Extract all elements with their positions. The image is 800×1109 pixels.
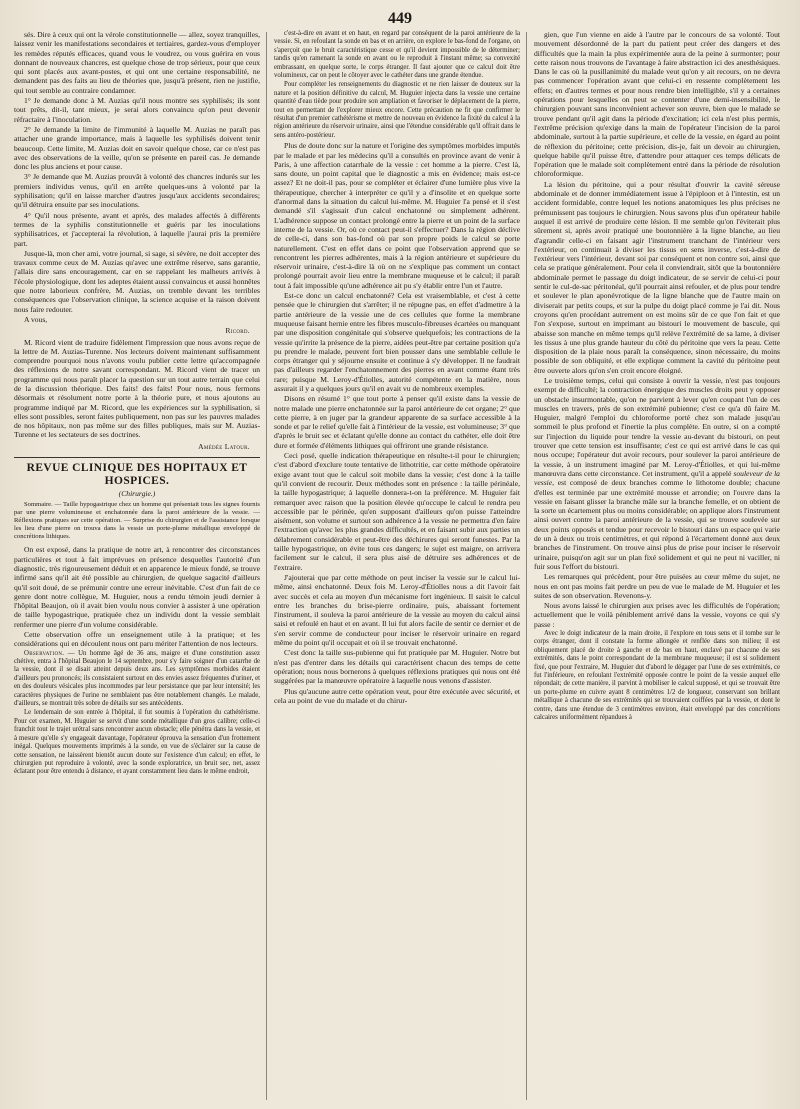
salutation: A vous, bbox=[24, 314, 48, 324]
paragraph: Plus qu'aucune autre cette opération veut, pour être exécutée avec sécurité, et cela au point de vue du malade et du chirur- bbox=[274, 686, 520, 705]
paragraph: M. Ricord vient de traduire fidèlement l'impression que nous avons reçue de la lettre de M. Auzias-Turenne. Nos lecteurs doivent maintenant suffisamment comprendre pourquoi nous n'avons voulu publier cette lettre qu'accompagnée des réflexions de notre savant correspondant. M. Ricord vient de tracer un programme qui nous paraît placer la question sur un tout autre terrain que celui de la discussion théorique. Des faits! des faits! Pour nous, nous fermons désormais et résolument notre porte à la théorie pure, et nous ajoutons au programme indiqué par M. Ricord, que les expériences sur la syphilisation, si elles sont possibles, seront faites publiquement, non pas sur les pauvres malades de nos hôpitaux, non pas même sur des filles publiques, mais sur M. Auzias-Turenne et les sectateurs de ses doctrines. bbox=[14, 337, 260, 440]
paragraph: Nous avons laissé le chirurgien aux prises avec les difficultés de l'opération; actuellement que le voilà péniblement arrivé dans la vessie, voyons ce qui s'y passe : bbox=[534, 601, 780, 629]
paragraph: 2° Je demande la limite de l'immunité à laquelle M. Auzias ne paraît pas attacher une grande importance, mais à laquelle les syphilisés doivent tenir beaucoup. Cette limite, M. Auzias doit en savoir quelque chose, car ce n'est pas avec des observations de la veille, qu'on se présente en pareil cas. Je demande donc les plus anciens et pour cause. bbox=[14, 124, 260, 172]
paragraph: gien, que l'un vienne en aide à l'autre par le concours de sa volonté. Tout mouvement désordonné de la part du patient peut créer des dangers et des difficultés que la main la plus expérimentée aura de la peine à surmonter; pour cette raison nous trouvons de l'avantage à faire abstraction ici des anesthésiques. Dans le cas où la pusillanimité du malade veut qu'on y ait recours, on ne devra pas commencer l'opération avant que celui-ci en ressente complètement les effets; en d'autres termes et pour nous rendre bien intelligible, s'il y a certaines opérations pour lesquelles on peut se contenter d'une demi-insensibilité, le chirurgien pouvant sans inconvénient achever son œuvre, bien que le malade se trouve pendant qu'il agit dans la période d'excitation; ici cela n'est plus permis, l'extrême précision qu'exige dans la main de l'opérateur l'incision de la paroi abdominale, surtout à la partie supérieure, et celle de la vessie, en égard au point de réflexion du péritoine; cette précision, dis-je, fait un devoir au chirurgien, quelque habile qu'il puisse être, d'attendre pour attaquer ces temps délicats de l'opération que le malade soit complètement entré dans la période de résolution chloroformique. bbox=[534, 30, 780, 179]
column-rule-left bbox=[266, 32, 267, 1100]
summary: Sommaire. — Taille hypogastrique chez un homme qui présentait tous les signes fournis par une pierre volumineuse et enchatonnée dans la paroi antérieure de la vessie. — Réflexions pratiques sur cette opération. — Surprise du chirurgien et de l'assistance lorsque les lieu d'une pierre on trouva dans la vessie un porte-plume métallique enveloppé de concrétions lithiques. bbox=[14, 501, 260, 541]
column-1 bbox=[14, 30, 260, 1100]
paragraph: Plus de doute donc sur la nature et l'origine des symptômes morbides imputés par le malade et par les médecins qu'il a consultés en province avant de venir à Paris, à une affection catarrhale de la vessie : cet homme a la pierre. C'est là, sans doute, un point capital que le diagnostic a mis en évidence; mais est-ce assez? Et ne doit-il pas, pour se compléter et éclairer d'une lumière plus vive la thérapeutique, chercher à interpréter ce qu'il y a d'insolite et en quelque sorte d'anormal dans la situation du calcul lui-même. M. Huguier l'a pensé et il s'est demandé s'il s'agissait d'un calcul enchatonné ou simplement adhérent. L'adhérence suppose un contact prolongé entre la pierre et un point de la surface interne de la vessie. Or, où ce contact peut-il s'effectuer? Dans la région déclive de celle-ci, dans son bas-fond où par son propre poids le calcul se porte naturellement. C'est en effet dans ce point que l'observation apprend que se rencontrent les pierres adhérentes, mais à la région antérieure et supérieure du réservoir urinaire, c'est-à-dire là où on ne s'explique pas comment un contact prolongé pourrait avoir lieu entre la membrane muqueuse et le calcul; il paraît tout à fait impossible qu'une adhérence ait pu s'y établir entre l'un et l'autre. bbox=[274, 141, 520, 290]
observation-paragraph bbox=[14, 650, 260, 709]
section-separator bbox=[14, 457, 260, 458]
paragraph: Les remarques qui précèdent, pour être puisées au cœur même du sujet, ne nous en ont pas moins fait perdre un peu de vue le malade de M. Huguier et les suites de son observation. Revenons-y. bbox=[534, 572, 780, 600]
paragraph: Disons en résumé 1° que tout porte à penser qu'il existe dans la vessie de notre malade une pierre enchatonnée sur la paroi antérieure de cet organe; 2° que cette pierre, à en juger par la grandeur apparente de sa surface accessible à la sonde et par le relief qu'elle fait à l'intérieur de la vessie, est volumineuse; 3° que d'après le bruit sec et éclatant qu'elle donne au contact du cathéter, elle doit être dure et formée d'éléments lithiques qui offriront une grande résistance. bbox=[274, 394, 520, 450]
paragraph: Ceci posé, quelle indication thérapeutique en résulte-t-il pour le chirurgien; c'est d'abord d'exclure toute tentative de lithotritie, car cette méthode opératoire exige avant tout que le calcul soit mobile dans la vessie; c'est donc à la taille qu'il convient de recourir. Deux méthodes sont en présence : la taille périnéale, la taille hypogastrique; à laquelle donnera-t-on la préférence. M. Huguier fait remarquer avec raison que la position élevée qu'occupe le calcul le rendra peu accessible par le périnée, qu'en supposant d'ailleurs qu'on puisse l'atteindre aisément, son volume et surtout son adhérence à la vessie ne permettra d'en faire l'extraction qu'avec les plus grandes difficultés, et en faisant subir aux parties un délabrement considérable et peut-être des déchirures qui seront funestes. Par la taille hypogastrique, on évite tous ces dangers; le sujet est maigre, on arrivera facilement sur le calcul, il sera plus aisé de détruire ses adhérences et de l'extraire. bbox=[274, 451, 520, 572]
instrument-name: souleveur de la vessie bbox=[534, 468, 780, 488]
page-number: 449 bbox=[388, 10, 412, 27]
observation-text: — Un homme âgé de 36 ans, maigre et d'une constitution assez chétive, entra à l'hôpital Beaujon le 14 septembre, pour s'y faire soigner d'un catarrhe de la vessie, dont il se disait atteint depuis deux ans. Les symptômes morbides étaient d'ailleurs peu prononcés; ils consistaient surtout en des envies assez fréquentes d'uriner, et en des douleurs vésicales plus incommodes par leur persistance que par leur intensité; les caractères physiques de l'urine ne semblaient pas être notablement changés. Le malade, d'ailleurs, se montrait très sobre de détails sur ses antécédents. bbox=[14, 649, 260, 708]
text-run: , est composé de deux branches comme le lithotome double; chacune d'elles est terminée par une extrémité mousse et arrondie; on l'ouvre dans la vessie en faisant glisser la branche mâle sur la branche femelle, et on obtient de la sorte un écartement plus ou moins considérable; on applique alors l'instrument ainsi ouvert contre la paroi antérieure de la vessie, qui se trouve soulevée sur deux points opposés et tendue pour recevoir le bistouri dans un espace qui varie de un à deux ou trois centimètres, et qui répond à l'écartement donné aux deux branches de l'instrument. On trouve ainsi plus de prise pour inciser le réservoir urinaire, puisqu'on agit sur un plan fixé solidement et qui ne peut ni vaciller, ni fuir sous l'effort du bistouri. bbox=[534, 478, 780, 571]
column-3 bbox=[534, 30, 780, 1100]
paragraph: Est-ce donc un calcul enchatonné? Cela est vraisemblable, et c'est à cette pensée que le chirurgien dut s'arrêter; il ne répugne pas, en effet d'admettre à la partie antérieure de la vessie une de ces cellules que forme la membrane muqueuse faisant hernie entre les fibres musculo-fibreuses écartées ou manquant par une disposition congénitale qui s'observe quelquefois; les contractions de la vessie qu'irrite la présence de la pierre, aidées peut-être par certaine position qu'a pu prendre le malade, peuvent fort bien pousser dans une semblable cellule le corps étranger qui y séjourne ensuite et continue à s'y développer. Il ne faudrait pas d'ailleurs regarder l'enchatonnement des pierres en avant comme étant très rare; puisque M. Leroy-d'Étiolles, autorité compétente en la matière, nous assurait il y a quelques jours qu'il en avait vu de nombreux exemples. bbox=[274, 291, 520, 393]
paragraph: Le lendemain de son entrée à l'hôpital, il fut soumis à l'opération du cathétérisme. Pour cet examen, M. Huguier se servit d'une sonde métallique d'un gros calibre; celle-ci franchit tout le trajet urétral sans rencontrer aucun obstacle; elle pénétra dans la vessie, et à mesure qu'elle s'y engageait davantage, l'opérateur éprouva la sensation d'un frottement inégal. Quelques mouvements imprimés à la sonde, en vue de s'éclairer sur la cause de cette sensation, ne laissèrent bientôt aucun doute sur l'existence d'un calcul; en effet, le chirurgien put reproduire à volonté, avec la sonde exploratrice, un bruit sec, net, assez éclatant pour être entendu à distance, et ayant constamment lieu dans le même endroit, bbox=[14, 709, 260, 776]
column-2 bbox=[274, 30, 520, 1100]
paragraph: C'est donc la taille sus-pubienne qui fut pratiquée par M. Huguier. Notre but n'est pas d'entrer dans les détails qui caractérisent chacun des temps de cette opération; nous nous bornerons à quelques réflexions pratiques qui nous ont été suggérées par la manœuvre opératoire à laquelle nous venons d'assister. bbox=[274, 648, 520, 686]
text-run: Le troisième temps, celui qui consiste à ouvrir la vessie, n'est pas toujours exempt de difficulté; la contraction énergique des muscles droits peut y opposer un obstacle insurmontable, qu'on ne parvient à lever qu'en coupant l'un de ces muscles en travers, près de son extrémité pubienne; c'est ce qu'a dû faire M. Huguier, malgré l'emploi du chloroforme porté chez son malade jusqu'au sommeil le plus profond et l'inertie la plus complète. En outre, si on a compté sur l'injection du liquide pour tendre la vessie au-devant du bistouri, on peut trouver que cette tension est insuffisante; c'est ce qui est arrivé dans le cas qui nous occupe; l'opérateur dut avoir recours, pour soulever la paroi antérieure de la vessie, à un instrument imaginé par M. Leroy-d'Étiolles, et qui lui-même manœuvra dans cette circonstance. Cet instrument, qu'il a appelé bbox=[534, 375, 780, 478]
paragraph: 3° Je demande que M. Auzias prouvât à volonté des chancres indurés sur les premiers individus venus, qu'il en arrête quelques-uns à volonté par la syphilisation; qu'il en laisse marcher d'autres jusqu'aux accidents secondaires; qu'il détruira ensuite par ses inoculations. bbox=[14, 172, 260, 210]
paragraph: J'ajouterai que par cette méthode on peut inciser la vessie sur le calcul lui-même, ainsi enchatonné. Deux fois M. Leroy-d'Étiolles nous a dit l'avoir fait avec succès et cela au moyen d'un mécanisme fort ingénieux. Il saisit le calcul entre les branches du brise-pierre ordinaire, puis, abaissant fortement l'instrument, il souleva la paroi antérieure de la vessie au moyen du calcul ainsi saisi et refoulé en haut et en avant. Il lui fut alors facile de sentir ce dernier et de s'en servir comme de conducteur pour inciser le réservoir urinaire en regard même du point qu'il occupait et où il se trouvait enchatonné. bbox=[274, 572, 520, 648]
paragraph: 1° Je demande donc à M. Auzias qu'il nous montre ses syphilisés; ils sont tout prêts, dit-il, tant mieux, je serai alors convaincu qu'on peut devenir réfractaire à l'inoculation. bbox=[14, 96, 260, 124]
paragraph: 4° Qu'il nous présente, avant et après, des malades affectés à différents termes de la syphilis constitutionnelle et guéris par les inoculations syphilisatrices, et j'accepterai la révolution, à laquelle j'aurai pris la première part. bbox=[14, 210, 260, 248]
observation-label: Observation. bbox=[24, 649, 65, 657]
paragraph: Cette observation offre un enseignement utile à la pratique; et les considérations qui en découlent nous ont paru mériter l'attention de nos lecteurs. bbox=[14, 630, 260, 649]
paragraph: Jusque-là, mon cher ami, votre journal, si sage, si sévère, ne doit accepter des travaux comme ceux de M. Auzias qu'avec une extrême réserve, sans garantie, j'allais dire sans encouragement, car en se rappelant les malheurs arrivés à l'école physiologique, dont les adeptes étaient aussi convaincus et aussi honnêtes que notre laborieux confrère, M. Auzias, on tremble devant les terribles conséquences que l'observation clinique, la science acquise et la raison doivent nous faire redouter. bbox=[14, 248, 260, 314]
signature-latour: Amédée Latour. bbox=[198, 441, 250, 451]
paragraph: sés. Dire à ceux qui ont la vérole constitutionnelle — allez, soyez tranquilles, laissez venir les manifestations secondaires et tertiaires, gardez-vous d'employer les remèdes réputés efficaces, quand vous le voudrez, ou vous guérira en vous donnant de nouveaux chancres, est quelque chose de trop sérieux, pour que ceux qui sont placés aux avant-postes, et qui ont une certaine responsabilité, ne demandent pas des faits au lieu de théories que, jusqu'à présent, rien ne justifie, qui tout semble au contraire condamner. bbox=[14, 30, 260, 95]
paragraph bbox=[534, 376, 780, 571]
column-rule-right bbox=[526, 32, 527, 1100]
paragraph: Pour compléter les renseignements du diagnostic et ne rien laisser de douteux sur la nature et la position définitive du calcul, M. Huguier injecta dans la vessie une certaine quantité d'eau tiède pour produire son ampliation et favoriser le déplacement de la pierre, tout en permettant de l'explorer mieux encore. Cette précaution ne fit que confirmer le résultat d'un premier cathétérisme et mettre de nouveau en évidence la fixité du calcul à la région antérieure du réservoir urinaire, ainsi que l'étendue considérable qu'il offrait dans le sens antéro-postérieur. bbox=[274, 81, 520, 139]
paragraph: La lésion du péritoine, qui a pour résultat d'ouvrir la cavité séreuse abdominale et de donner immédiatement issue à l'épiploon et à l'intestin, est un accident formidable, contre lequel les notions anatomiques les plus précises ne prémunissent pas toujours le chirurgien. Nous savons plus d'un opérateur habile auquel il est arrivé de produire cette lésion. Il me semble qu'on l'éviterait plus sûrement si, après avoir pratiqué une boutonnière à la ligne blanche, au lieu d'agrandir celle-ci en faisant agir l'instrument tranchant de l'intérieur vers l'extérieur, on continuait à diviser les tissus en sens inverse, c'est-à-dire de l'extérieur vers l'intérieur, devant soi par conséquent et non contre soi, ainsi que cela se pratique généralement. Pour cela il conviendrait, sitôt que la boutonnière abdominale permet le passage du doigt indicateur, de se servir de celui-ci pour sentir le cul-de-sac péritonéal, qu'il pourrait ainsi refouler, et de plus pour tendre et soulever le plan aponévrotique de la ligne blanche que de l'autre main on diviserait par petits coups, et sur la pulpe du doigt placé comme je l'ai dit. Nous croyons qu'en procédant autrement on est moins sûr de ce que l'on fait et que l'on s'expose, surtout en imprimant au bistouri le mouvement de bascule, qui abaisse son manche en même temps qu'il relève l'extrémité de sa lame, à diviser les tissus à une plus grande hauteur du côté du péritoine que vers la peau. Cette disposition de la plaie nous paraît la conséquence, sinon nécessaire, du moins possible de son obliquité, et elle explique comment la cavité du péritoine peut être ouverte alors qu'on s'en croit encore éloigné. bbox=[534, 179, 780, 375]
signature-ricord: Ricord. bbox=[225, 326, 250, 336]
section-title: REVUE CLINIQUE DES HOPITAUX ET HOSPICES. bbox=[26, 462, 248, 488]
paragraph: On est exposé, dans la pratique de notre art, à rencontrer des circonstances particulières et tout à fait imprévues en présence desquelles l'autorité d'un diagnostic, très rigoureusement déduit et en apparence le mieux fondé, se trouve infirmé sans qu'il ait été possible au chirurgien, de quelque sagacité d'ailleurs qu'il soit doué, de se prémunir contre une erreur inévitable. C'est d'un fait de ce genre dont notre collègue, M. Huguier, nous a rendu témoin jeudi dernier à l'hôpital Beaujon, où il avait bien voulu nous convier à assister à une opération de taille hypogastrique, pratiquée chez un individu dont la vessie semblait renfermer une pierre d'un volume considérable. bbox=[14, 545, 260, 629]
section-subtitle: (Chirurgie.) bbox=[118, 489, 156, 499]
paragraph: c'est-à-dire en avant et en haut, en regard par conséquent de la paroi antérieure de la vessie. Si, en refoulant la sonde en bas et en arrière, on explore le bas-fond de l'organe, on s'aperçoit que le bruit caractéristique cesse et qu'il devient impossible de le déterminer; tandis qu'en ramenant la sonde en avant ou le reproduit à l'instant même; sa convexité embrassant, en quelque sorte, le corps étranger. Il faut ajouter que ce calcul doit être volumineux, car on peut le côtoyer avec le cathéter dans une grande étendue. bbox=[274, 30, 520, 80]
paragraph: Avec le doigt indicateur de la main droite, il l'explore en tous sens et il tombe sur le corps étranger, dont il constate la forme allongée et renflée dans son milieu; il est obliquement placé de droite à gauche et de bas en haut, enclavé par chacune de ses extrémités, dans le point correspondant de la membrane muqueuse; il est si solidement fixé, que pour l'extraire, M. Huguier dut d'abord le dégager par l'une de ses extrémités, ce fut l'inférieure, en refoulant l'extrémité opposée contre le point de la vessie auquel elle répondait; de cette manière, il parvint à mobiliser le calcul supposé, et qui se trouvait être un porte-plume en cuivre ayant 8 centimètres 1/2 de longueur, conservant son brillant métallique à chacune de ses extrémités qui se trouvaient coiffées par la vessie, et dont le centre, dans une étendue de 3 centimètres environ, était enveloppé par des concrétions calcaires uniformément répandues à bbox=[534, 630, 780, 722]
